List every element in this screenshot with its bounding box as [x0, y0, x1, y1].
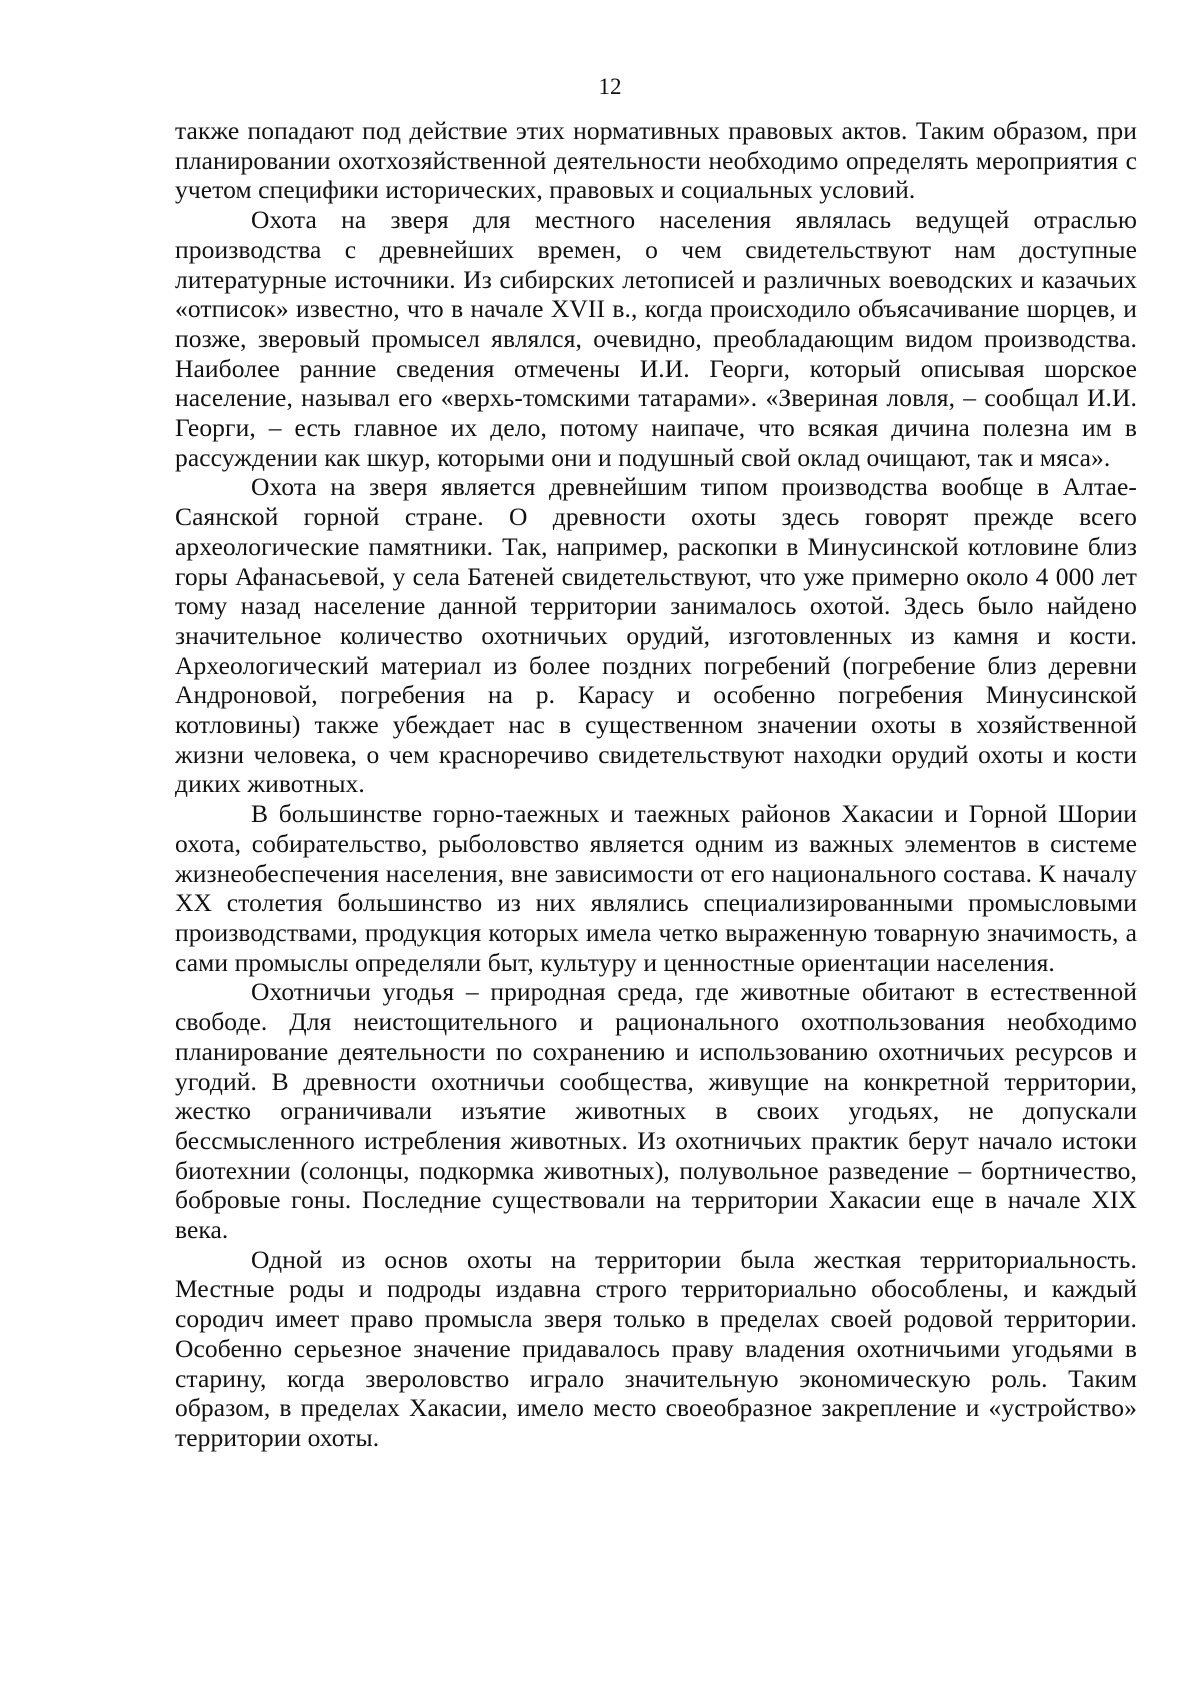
paragraph-archaeology: Охота на зверя является древнейшим типом производства вообще в Алтае-Саянской горной стране. О древности охоты здесь говорят прежде всего археологические памятники. Так, например, раскопки в Минусинской котловине близ горы Афанасьевой, у села Батеней свидетельствуют, что уже примерно около 4 000 лет тому назад население данной территории занималось охотой. Здесь было найдено значительное количество охотничьих орудий, изготовленных из камня и кости. Археологический материал из более поздних погребений (погребение близ деревни Андроновой, погребения на р. Карасу и особенно погребения Минусинской котловины) также убеждает нас в существенном значении охоты в хозяйственной жизни человека, о чем красноречиво свидетельствуют находки орудий охоты и кости диких животных. — [175, 472, 1137, 799]
paragraph-taiga-regions: В большинстве горно-таежных и таежных районов Хакасии и Горной Шории охота, собирательство, рыболовство является одним из важных элементов в системе жизнеобеспечения населения, вне зависимости от его национального состава. К началу XX столетия большинство из них являлись специализированными промысловыми производствами, продукция которых имела четко выраженную товарную значимость, а сами промыслы определяли быт, культуру и ценностные ориентации населения. — [175, 799, 1137, 977]
paragraph-hunting-history: Охота на зверя для местного населения являлась ведущей отраслью производства с древнейших времен, о чем свидетельствуют нам доступные литературные источники. Из сибирских летописей и различных воеводских и казачьих «отписок» известно, что в начале XVII в., когда происходило объясачивание шорцев, и позже, зверовый промысел являлся, очевидно, преобладающим видом производства. Наиболее ранние сведения отмечены И.И. Георги, который описывая шорское население, называл его «верхь-томскими татарами». «Звериная ловля, – сообщал И.И. Георги, – есть главное их дело, потому наипаче, что всякая дичина полезна им в рассуждении как шкур, которыми они и подушный свой оклад очищают, так и мяса». — [175, 205, 1137, 472]
page-number: 12 — [598, 74, 622, 99]
paragraph-continuation: также попадают под действие этих нормативных правовых актов. Таким образом, при планировании охотхозяйственной деятельности необходимо определять мероприятия с учетом специфики исторических, правовых и социальных условий. — [175, 116, 1137, 205]
paragraph-hunting-grounds: Охотничьи угодья – природная среда, где животные обитают в естественной свободе. Для неистощительного и рационального охотпользования необходимо планирование деятельности по сохранению и использованию охотничьих ресурсов и угодий. В древности охотничьи сообщества, живущие на конкретной территории, жестко ограничивали изъятие животных в своих угодьях, не допускали бессмысленного истребления животных. Из охотничьих практик берут начало истоки биотехнии (солонцы, подкормка животных), полувольное разведение – бортничество, бобровые гоны. Последние существовали на территории Хакасии еще в начале XIX века. — [175, 977, 1137, 1245]
body-text — [175, 116, 1137, 1453]
paragraph-territoriality: Одной из основ охоты на территории была жесткая территориальность. Местные роды и подроды издавна строго территориально обособлены, и каждый сородич имеет право промысла зверя только в пределах своей родовой территории. Особенно серьезное значение придавалось праву владения охотничьими угодьями в старину, когда звероловство играло значительную экономическую роль. Таким образом, в пределах Хакасии, имело место своеобразное закрепление и «устройство» территории охоты. — [175, 1244, 1137, 1452]
